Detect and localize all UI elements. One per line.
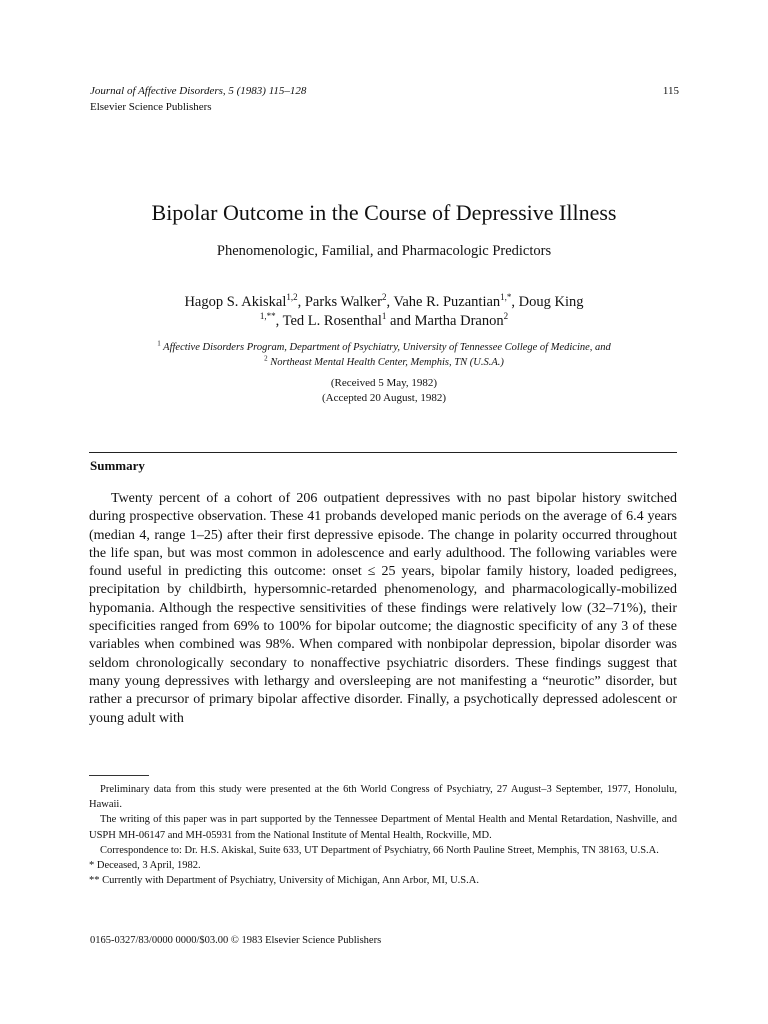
footnote-divider — [89, 775, 149, 776]
page-number: 115 — [662, 85, 679, 97]
article-subtitle: Phenomenologic, Familial, and Pharmacologic Predictors — [216, 243, 552, 259]
author: Vahe R. Puzantian — [393, 294, 501, 310]
footnote: Correspondence to: Dr. H.S. Akiskal, Suite 633, UT Department of Psychiatry, 66 North Pauline Street, Memphis, TN 38163, U.S.A. — [100, 844, 659, 856]
author-affiliation-mark: 1,* — [500, 292, 512, 303]
author: Ted L. Rosenthal — [282, 313, 382, 329]
affiliation: $^1$ Affective Disorders Program, Department of Psychiatry, University of Tennessee College of Medicine, and — [157, 339, 611, 353]
author: Doug King — [518, 294, 584, 310]
author-list: Hagop S. Akiskal$^{1,2}$, Parks Walker$^2$, Vahe R. Puzantian$^{1,*}$, Doug King $^{1,**}$, Ted L. Rosenthal$^1$ and Martha Dranon$^2$ — [184, 292, 584, 329]
author: Parks Walker — [304, 294, 382, 310]
accepted-date: (Accepted 20 August, 1982) — [321, 392, 447, 404]
footnote: The writing of this paper was in part supported by the Tennessee Department of Mental Health and Mental Retardation, Nashville, and USPH MH-06147 and MH-05931 from the National Institute of Mental Health, Rockville, MD. — [89, 814, 677, 841]
author-affiliation-mark: 1,** — [259, 311, 276, 322]
author-affiliation-mark: 2 — [503, 311, 509, 322]
summary-heading: Summary — [90, 458, 145, 473]
affiliation: $^2$ Northeast Mental Health Center, Memphis, TN (U.S.A.) — [264, 354, 504, 368]
footnote: Preliminary data from this study were presented at the 6th World Congress of Psychiatry, 27 August–3 September, 1977, Honolulu, Hawaii. — [89, 784, 677, 811]
section-divider — [89, 452, 677, 453]
summary-paragraph: Twenty percent of a cohort of 206 outpatient depressives with no past bipolar history switched during prospective observation. These 41 probands developed manic periods on the average of 6.4 years (median 4, range 1–25) after their first depressive episode. The change in polarity occurred throughout the life span, but was most common in adolescence and early adulthood. The following variables were found useful in predicting this outcome: onset ≤ 25 years, bipolar family history, loaded pedigrees, precipitation by childbirth, hypersomnic-retarded phenomenology, and pharmacologically-mobilized hypomania. Although the respective sensitivities of these findings were relatively low (32–71%), their specificities ranged from 69% to 100% for bipolar outcome; the diagnostic specificity of any 3 of these variables when combined was 98%. When compared with nonbipolar depression, bipolar disorder was seldom chronologically secondary to nonaffective psychiatric disorders. These findings suggest that many young depressives with lethargy and oversleeping are not manifesting a “neurotic” disorder, but rather a precursor of primary bipolar affective disorder. Finally, a psychotically depressed adolescent or young adult with — [89, 491, 677, 726]
journal-citation: Journal of Affective Disorders, 5 (1983) 115–128 — [90, 85, 307, 97]
received-date: (Received 5 May, 1982) — [330, 377, 438, 389]
footnote: ** Currently with Department of Psychiatry, University of Michigan, Ann Arbor, MI, U.S.A. — [89, 875, 479, 887]
running-header — [90, 83, 306, 115]
copyright-line: 0165-0327/83/0000 0000/$03.00 © 1983 Elsevier Science Publishers — [90, 935, 382, 946]
footnote: * Deceased, 3 April, 1982. — [89, 860, 201, 872]
author-affiliation-mark: 2 — [381, 292, 387, 303]
author-affiliation-mark: 1,2 — [286, 292, 298, 303]
affiliations — [0, 340, 768, 370]
footnotes — [89, 782, 677, 888]
author: Martha Dranon — [414, 313, 504, 329]
publisher-name: Elsevier Science Publishers — [90, 101, 212, 113]
author-affiliation-mark: 1 — [381, 311, 387, 322]
article-dates — [0, 376, 768, 406]
article-title: Bipolar Outcome in the Course of Depressive Illness — [151, 200, 617, 225]
author: Hagop S. Akiskal — [184, 294, 287, 310]
